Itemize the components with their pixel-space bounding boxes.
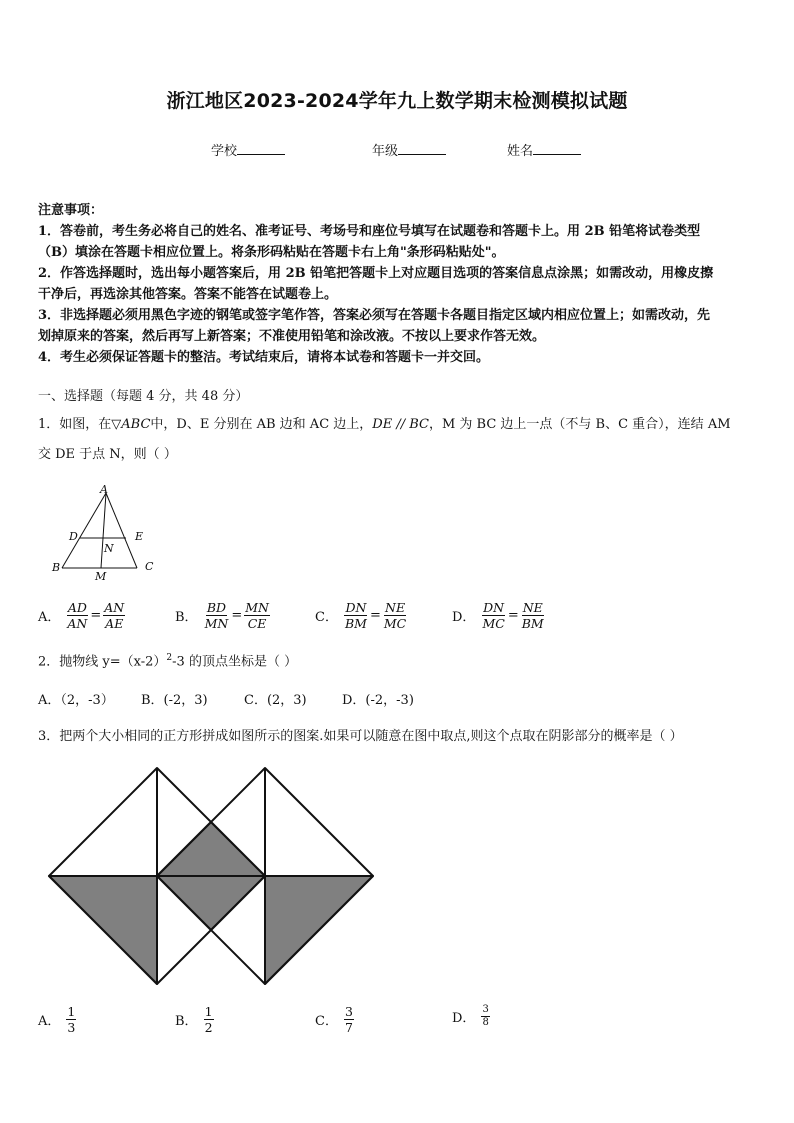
frac-den: BM — [521, 616, 544, 631]
frac-den: AE — [105, 616, 124, 631]
notice-block — [38, 200, 758, 368]
q3-option-b[interactable] — [175, 1004, 214, 1035]
label-n: N — [104, 542, 114, 555]
notice-line: （B）填涂在答题卡相应位置上。将条形码粘贴在答题卡右上角"条形码粘贴处"。 — [38, 245, 505, 260]
frac-num: 3 — [344, 1004, 353, 1019]
frac-den: BM — [344, 616, 367, 631]
option-label: A． — [38, 1014, 61, 1029]
q2-option-c[interactable]: C．(2，3) — [244, 693, 307, 708]
page-title: 浙江地区2023-2024学年九上数学期末检测模拟试题 — [166, 90, 628, 112]
frac-num: AN — [104, 600, 125, 615]
q3-option-d[interactable] — [452, 1004, 490, 1029]
q1-text-c: ，M 为 BC 边上一点（不与 B、C 重合），连结 AM — [428, 417, 731, 432]
frac-num: DN — [345, 600, 367, 615]
q1-triangle-figure — [44, 480, 164, 585]
notice-line: 划掉原来的答案，然后再写上新答案；不准使用铅笔和涂改液。不按以上要求作答无效。 — [38, 329, 546, 344]
frac-num: NE — [522, 600, 543, 615]
notice-line: 干净后，再选涂其他答案。答案不能答在试题卷上。 — [38, 287, 338, 302]
option-label: C． — [315, 610, 338, 625]
name-label: 姓名 — [507, 144, 534, 159]
option-label: C． — [315, 1014, 338, 1029]
option-label: B． — [175, 1014, 198, 1029]
frac-den: 7 — [344, 1020, 353, 1035]
q3-option-c[interactable] — [315, 1004, 354, 1035]
q1-parallel: DE // BC — [372, 417, 429, 432]
name-field — [507, 140, 581, 159]
name-blank — [533, 142, 581, 155]
q2-superscript: 2 — [166, 653, 173, 663]
q1-text — [38, 414, 768, 435]
frac-num: MN — [245, 600, 269, 615]
label-b: B — [52, 561, 61, 574]
label-c: C — [145, 560, 154, 573]
frac-den: AN — [67, 616, 88, 631]
q3-squares-figure — [44, 762, 378, 988]
frac-num: 1 — [67, 1004, 76, 1019]
q2-text — [38, 648, 297, 672]
frac-den: 2 — [204, 1020, 213, 1035]
frac-num: DN — [483, 600, 505, 615]
frac-num: 3 — [482, 1004, 489, 1015]
frac-num: 1 — [204, 1004, 213, 1019]
q3-text: 3．把两个大小相同的正方形拼成如图所示的图案.如果可以随意在图中取点,则这个点取在阴影部分的概率是（ ） — [38, 729, 683, 744]
label-m: M — [95, 570, 107, 583]
q2-text-b: -3 的顶点坐标是（ ） — [172, 654, 298, 670]
q1-text-line2: 交 DE 于点 N，则（ ） — [38, 447, 177, 462]
label-e: E — [135, 530, 144, 543]
frac-den: 8 — [482, 1017, 489, 1028]
q1-option-a[interactable]: A． $\frac{AD}{AN}$ = $\frac{AN}{AE}$ — [38, 600, 125, 631]
q1-option-b[interactable]: B． $\frac{BD}{MN}$ = $\frac{MN}{CE}$ — [175, 600, 269, 631]
option-label: D． — [452, 610, 476, 625]
q2-option-d[interactable]: D．(-2，-3) — [342, 693, 414, 708]
label-d: D — [69, 530, 78, 543]
q1-option-c[interactable]: C． $\frac{DN}{BM}$ = $\frac{NE}{MC}$ — [315, 600, 407, 631]
option-label: D． — [452, 1011, 476, 1026]
school-label: 学校 — [211, 144, 238, 159]
q2-option-a[interactable]: A．（2，-3） — [38, 693, 114, 708]
frac-den: MC — [383, 616, 407, 631]
option-label: A． — [38, 610, 61, 625]
school-field — [211, 140, 285, 159]
frac-den: CE — [247, 616, 267, 631]
frac-den: MN — [204, 616, 229, 631]
q2-text-a: 2．抛物线 y=（x-2） — [38, 654, 167, 670]
grade-blank — [398, 142, 446, 155]
q1-text-a: 1．如图，在 — [38, 417, 112, 432]
q1-option-d[interactable]: D． $\frac{DN}{MC}$ = $\frac{NE}{BM}$ — [452, 600, 544, 631]
notice-line: 2．作答选择题时，选出每小题答案后，用 2B 铅笔把答题卡上对应题目选项的答案信息点涂黑；如需改动，用橡皮擦 — [38, 266, 714, 281]
option-label: B． — [175, 610, 198, 625]
frac-num: NE — [385, 600, 406, 615]
section-heading: 一、选择题（每题 4 分，共 48 分） — [38, 389, 249, 404]
notice-line: 1．答卷前，考生务必将自己的姓名、准考证号、考场号和座位号填写在试题卷和答题卡上。用 2B 铅笔将试卷类型 — [38, 224, 701, 239]
frac-den: 3 — [67, 1020, 76, 1035]
q2-option-b[interactable]: B．(-2，3) — [141, 693, 208, 708]
grade-field — [372, 140, 446, 159]
school-blank — [237, 142, 285, 155]
notice-line: 3．非选择题必须用黑色字迹的钢笔或签字笔作答，答案必须写在答题卡各题目指定区域内相应位置上；如需改动，先 — [38, 308, 711, 323]
notice-heading: 注意事项： — [38, 203, 104, 218]
frac-den: MC — [482, 616, 505, 631]
notice-line: 4．考生必须保证答题卡的整洁。考试结束后，请将本试卷和答题卡一并交回。 — [38, 350, 490, 365]
frac-num: BD — [206, 600, 227, 615]
q3-option-a[interactable] — [38, 1004, 76, 1035]
frac-num: AD — [67, 600, 87, 615]
grade-label: 年级 — [372, 144, 399, 159]
label-a: A — [100, 483, 108, 496]
q1-triangle: ▽ABC — [111, 417, 151, 432]
q1-text-b: 中，D、E 分别在 AB 边和 AC 边上， — [150, 417, 373, 432]
